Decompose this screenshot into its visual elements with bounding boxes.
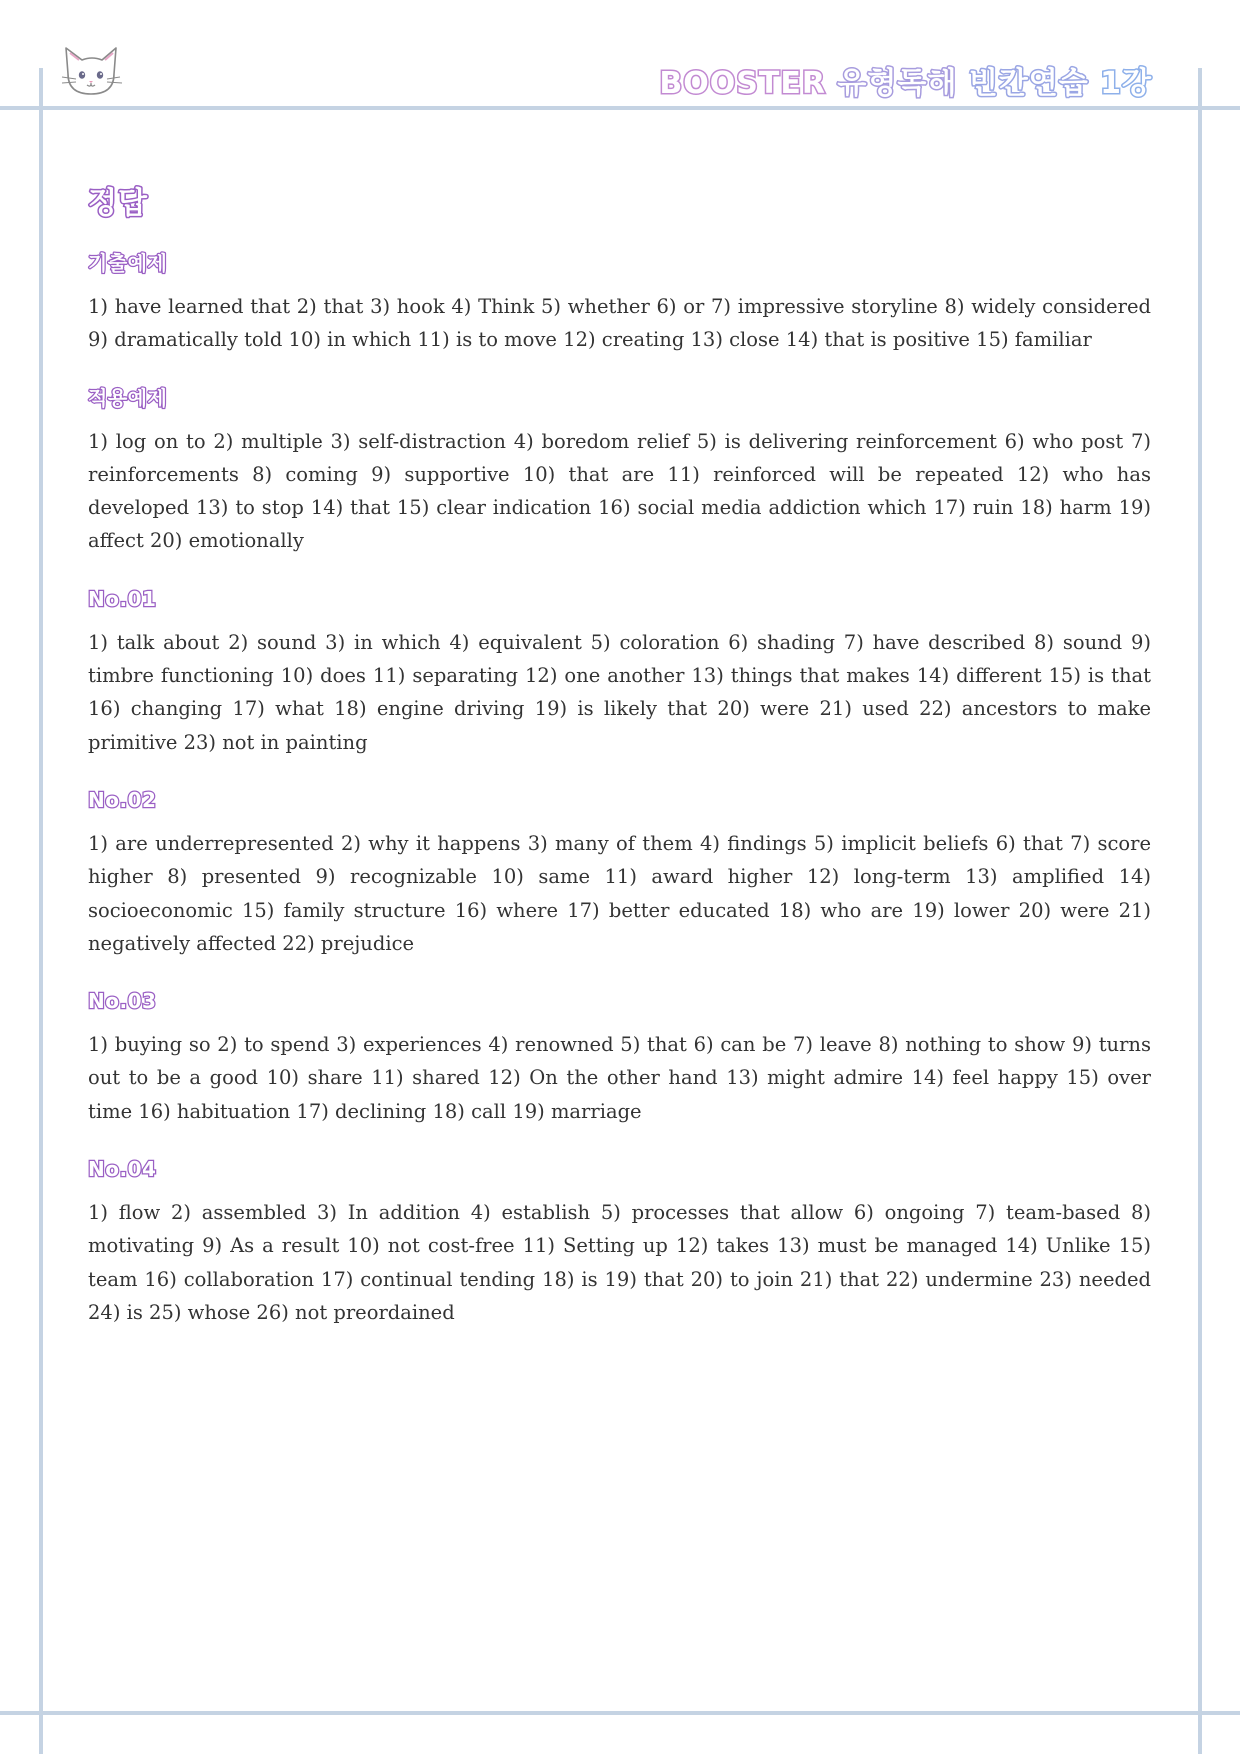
cat-face-icon: [60, 44, 124, 100]
right-margin-rule: [1198, 68, 1202, 1754]
header-title-booster: BOOSTER: [659, 66, 826, 101]
header-rule: [0, 106, 1240, 110]
section-answers: 1) are underrepresented 2) why it happens 3) many of them 4) findings 5) implicit beliefs 6) that 7) score higher 8) presented 9) recognizable 10) same 11) award higher 12) long-term 13) amplified 14) socioeconomic 15) family structure 16) where 17) better educated 18) who are 19) lower 20) were 21) negatively affected 22) prejudice: [88, 831, 1151, 955]
answer-section-no03: [88, 988, 1151, 1128]
footer-rule: [0, 1711, 1240, 1715]
section-heading: No.04: [88, 1157, 157, 1182]
header-title-lesson: 1강: [1100, 66, 1152, 101]
section-heading: 적용예제: [88, 385, 168, 410]
left-margin-rule: [39, 68, 43, 1754]
section-heading: No.01: [88, 586, 157, 611]
document-header-title: [659, 58, 1152, 102]
answer-section-jeogyong: [88, 385, 1151, 558]
answer-section-no02: [88, 787, 1151, 960]
answer-key-content: [88, 184, 1151, 1357]
section-heading: 기출예제: [88, 251, 168, 275]
answer-section-no04: [88, 1156, 1151, 1329]
header-title-practice: 빈칸연습: [968, 66, 1089, 101]
answer-section-no01: [88, 586, 1151, 759]
section-answers: 1) talk about 2) sound 3) in which 4) equivalent 5) coloration 6) shading 7) have described 8) sound 9) timbre functioning 10) does 11) separating 12) one another 13) things that makes 14) different 15) is that 16) changing 17) what 18) engine driving 19) is likely that 20) were 21) used 22) ancestors to make primitive 23) not in painting: [88, 630, 1151, 754]
page-title: 정답: [88, 186, 148, 221]
section-answers: 1) log on to 2) multiple 3) self-distraction 4) boredom relief 5) is delivering reinforcement 6) who post 7) reinforcements 8) coming 9) supportive 10) that are 11) reinforced will be repeated 12) who has developed 13) to stop 14) that 15) clear indication 16) social media addiction which 17) ruin 18) harm 19) affect 20) emotionally: [88, 429, 1151, 553]
section-answers: 1) flow 2) assembled 3) In addition 4) establish 5) processes that allow 6) ongoing 7) team-based 8) motivating 9) As a result 10) not cost-free 11) Setting up 12) takes 13) must be managed 14) Unlike 15) team 16) collaboration 17) continual tending 18) is 19) that 20) to join 21) that 22) undermine 23) needed 24) is 25) whose 26) not preordained: [88, 1201, 1151, 1324]
header-title-type: 유형독해: [837, 66, 958, 101]
section-answers: 1) buying so 2) to spend 3) experiences 4) renowned 5) that 6) can be 7) leave 8) nothing to show 9) turns out to be a good 10) share 11) shared 12) On the other hand 13) might admire 14) feel happy 15) over time 16) habituation 17) declining 18) call 19) marriage: [88, 1033, 1151, 1123]
answer-section-gichul: [88, 250, 1151, 357]
section-heading: No.02: [88, 787, 157, 812]
section-answers: 1) have learned that 2) that 3) hook 4) Think 5) whether 6) or 7) impressive storyline 8) widely considered 9) dramatically told 10) in which 11) is to move 12) creating 13) close 14) that is positive 15) familiar: [88, 295, 1151, 352]
section-heading: No.03: [88, 989, 157, 1014]
